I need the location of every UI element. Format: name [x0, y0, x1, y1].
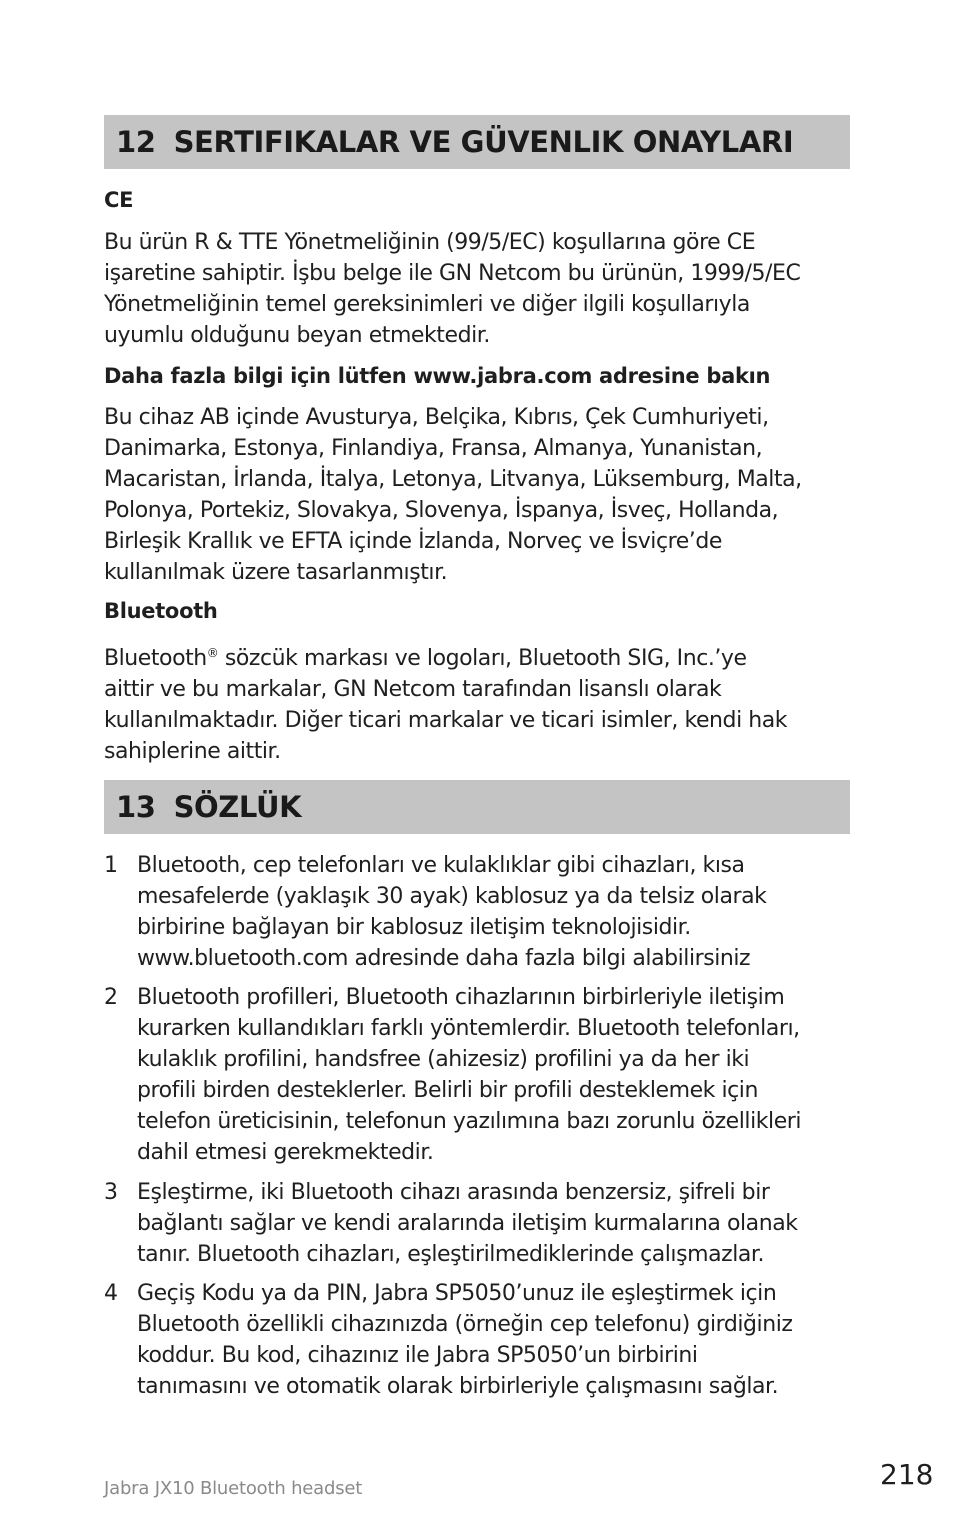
text-line: Yönetmeliğinin temel gereksinimleri ve diğer ilgili koşullarıyla — [104, 292, 750, 317]
ce-heading: CE — [104, 188, 134, 212]
item-text — [137, 850, 852, 974]
bluetooth-heading: Bluetooth — [104, 599, 218, 623]
text-line: profili birden desteklerler. Belirli bir profili desteklemek için — [137, 1078, 758, 1103]
item-text — [137, 982, 852, 1168]
item-number: 2 — [104, 985, 118, 1010]
text-fragment: sözcük markası ve logoları, Bluetooth SIG, Inc.’ye — [218, 646, 747, 671]
text-line: Bluetooth, cep telefonları ve kulaklıklar gibi cihazları, kısa — [137, 853, 745, 878]
more-info-heading: Daha fazla bilgi için lütfen www.jabra.com adresine bakın — [104, 364, 771, 388]
item-text — [137, 1278, 852, 1402]
text-line: Bu ürün R & TTE Yönetmeliğinin (99/5/EC) koşullarına göre CE — [104, 230, 756, 255]
section-number: 13 — [116, 790, 156, 824]
text-line: mesafelerde (yaklaşık 30 ayak) kablosuz ya da telsiz olarak — [137, 884, 767, 909]
ce-paragraph — [104, 227, 852, 351]
text-line: Danimarka, Estonya, Finlandiya, Fransa, Almanya, Yunanistan, — [104, 436, 763, 461]
text-line: Birleşik Krallık ve EFTA içinde İzlanda, Norveç ve İsviçre’de — [104, 529, 722, 554]
footer-product-name: Jabra JX10 Bluetooth headset — [104, 1478, 363, 1499]
text-line: kullanılmak üzere tasarlanmıştır. — [104, 560, 448, 585]
text-line: Polonya, Portekiz, Slovakya, Slovenya, İspanya, İsveç, Hollanda, — [104, 498, 779, 523]
text-line: Bu cihaz AB içinde Avusturya, Belçika, Kıbrıs, Çek Cumhuriyeti, — [104, 405, 769, 430]
text-line: sahiplerine aittir. — [104, 739, 281, 764]
text-line: telefon üreticisinin, telefonun yazılımına bazı zorunlu özellikleri — [137, 1109, 802, 1134]
item-number: 4 — [104, 1281, 118, 1306]
text-line: kulaklık profilini, handsfree (ahizesiz) profilini ya da her iki — [137, 1047, 750, 1072]
item-number: 3 — [104, 1180, 118, 1205]
text-line: kurarken kullandıkları farklı yöntemlerdir. Bluetooth telefonları, — [137, 1016, 800, 1041]
text-line: Geçiş Kodu ya da PIN, Jabra SP5050’unuz ile eşleştirmek için — [137, 1281, 777, 1306]
countries-paragraph — [104, 402, 852, 588]
trademark-text: Bluetooth — [104, 646, 207, 671]
text-line: işaretine sahiptir. İşbu belge ile GN Netcom bu ürünün, 1999/5/EC — [104, 261, 801, 286]
text-line: koddur. Bu kod, cihazınız ile Jabra SP5050’un birbirini — [137, 1343, 698, 1368]
text-line: aittir ve bu markalar, GN Netcom tarafından lisanslı olarak — [104, 677, 722, 702]
text-line: Macaristan, İrlanda, İtalya, Letonya, Litvanya, Lüksemburg, Malta, — [104, 467, 802, 492]
section-heading-13 — [104, 780, 850, 834]
text-line: kullanılmaktadır. Diğer ticari markalar ve ticari isimler, kendi hak — [104, 708, 788, 733]
section-number: 12 — [116, 125, 156, 159]
registered-mark: ® — [206, 646, 219, 660]
item-number: 1 — [104, 853, 118, 878]
text-line: Bluetooth özellikli cihazınızda (örneğin cep telefonu) girdiğiniz — [137, 1312, 793, 1337]
text-line: bağlantı sağlar ve kendi aralarında iletişim kurmalarına olanak — [137, 1211, 798, 1236]
section-title: SERTIFIKALAR VE GÜVENLIK ONAYLARI — [173, 125, 794, 159]
text-line: dahil etmesi gerekmektedir. — [137, 1140, 434, 1165]
text-line: www.bluetooth.com adresinde daha fazla bilgi alabilirsiniz — [137, 946, 751, 971]
text-line: Eşleştirme, iki Bluetooth cihazı arasında benzersiz, şifreli bir — [137, 1180, 770, 1205]
section-heading-12 — [104, 115, 850, 169]
section-title: SÖZLÜK — [173, 790, 302, 824]
text-line — [104, 638, 852, 674]
text-line: Bluetooth profilleri, Bluetooth cihazlarının birbirleriyle iletişim — [137, 985, 785, 1010]
text-line: tanır. Bluetooth cihazları, eşleştirilmediklerinde çalışmazlar. — [137, 1242, 765, 1267]
page-number: 218 — [880, 1458, 934, 1491]
item-text — [137, 1177, 852, 1270]
bluetooth-paragraph — [104, 638, 852, 767]
text-line: uyumlu olduğunu beyan etmektedir. — [104, 323, 490, 348]
text-line: birbirine bağlayan bir kablosuz iletişim teknolojisidir. — [137, 915, 691, 940]
text-line: tanımasını ve otomatik olarak birbirleriyle çalışmasını sağlar. — [137, 1374, 779, 1399]
